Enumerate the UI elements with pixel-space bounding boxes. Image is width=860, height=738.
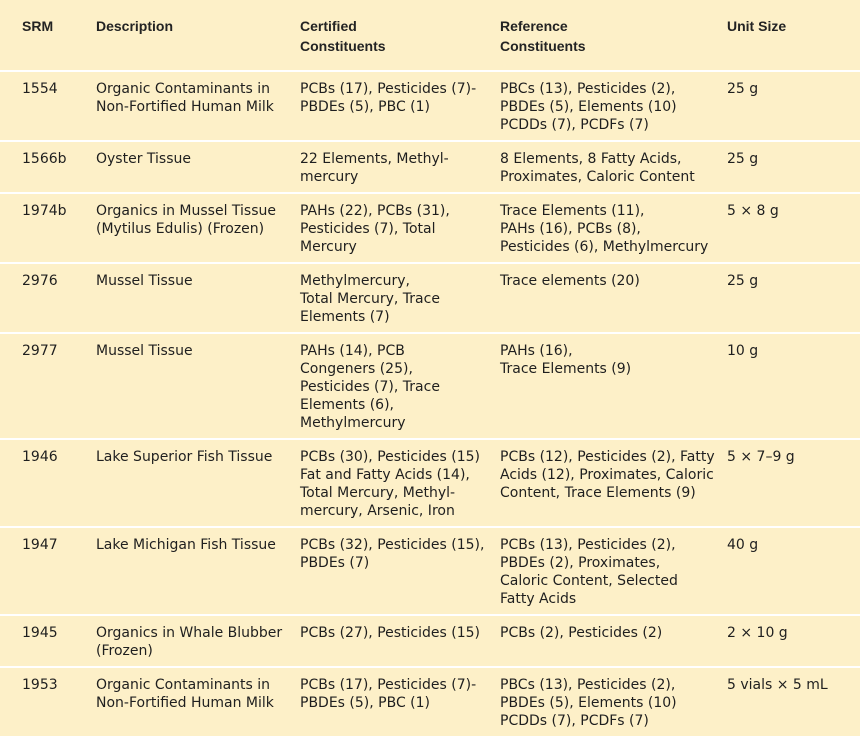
cell-description-line: (Mytilus Edulis) (Frozen) xyxy=(96,221,265,237)
header-reference xyxy=(500,0,727,71)
table-row xyxy=(0,263,860,333)
cell-certified xyxy=(300,333,500,439)
cell-unit-size xyxy=(727,333,860,439)
table-row xyxy=(0,141,860,193)
cell-srm-text: 2976 xyxy=(22,273,58,289)
cell-reference-line: Acids (12), Proximates, Caloric xyxy=(500,467,714,483)
cell-srm xyxy=(0,667,96,737)
cell-reference-line: PBDEs (2), Proximates, xyxy=(500,555,661,571)
cell-reference-line: PAHs (16), xyxy=(500,343,573,359)
cell-unit-size-text: 40 g xyxy=(727,537,759,553)
cell-description-line: Non-Fortified Human Milk xyxy=(96,99,274,115)
header-srm xyxy=(0,0,96,71)
cell-certified-line: Pesticides (7), Total xyxy=(300,221,436,237)
header-certified-line1: Certified xyxy=(300,18,357,34)
header-description xyxy=(96,0,300,71)
cell-certified-line: PAHs (14), PCB xyxy=(300,343,405,359)
cell-reference-line: PCBs (12), Pesticides (2), Fatty xyxy=(500,449,715,465)
cell-description-line: Lake Michigan Fish Tissue xyxy=(96,537,276,553)
table-row xyxy=(0,527,860,615)
cell-reference-line: PBCs (13), Pesticides (2), xyxy=(500,677,676,693)
cell-description xyxy=(96,615,300,667)
cell-reference-line: 8 Elements, 8 Fatty Acids, xyxy=(500,151,682,167)
header-description-label: Description xyxy=(96,18,174,34)
cell-srm-text: 1953 xyxy=(22,677,58,693)
cell-unit-size-text: 5 × 7–9 g xyxy=(727,449,795,465)
cell-certified-line: Total Mercury, Trace xyxy=(300,291,440,307)
table-header xyxy=(0,0,860,71)
cell-reference xyxy=(500,439,727,527)
cell-certified xyxy=(300,667,500,737)
cell-reference-line: PCDDs (7), PCDFs (7) xyxy=(500,117,649,133)
cell-certified-line: PBDEs (5), PBC (1) xyxy=(300,99,431,115)
cell-srm xyxy=(0,141,96,193)
cell-srm-text: 1554 xyxy=(22,81,58,97)
cell-reference-line: PBDEs (5), Elements (10) xyxy=(500,695,677,711)
cell-unit-size-text: 25 g xyxy=(727,273,759,289)
cell-unit-size-text: 5 vials × 5 mL xyxy=(727,677,828,693)
cell-certified-line: PAHs (22), PCBs (31), xyxy=(300,203,450,219)
table-row xyxy=(0,439,860,527)
header-row xyxy=(0,0,860,71)
cell-certified-line: PBDEs (5), PBC (1) xyxy=(300,695,431,711)
cell-reference-line: Caloric Content, Selected xyxy=(500,573,678,589)
cell-description-line: Mussel Tissue xyxy=(96,343,193,359)
cell-srm xyxy=(0,439,96,527)
cell-unit-size xyxy=(727,193,860,263)
cell-reference-line: PCDDs (7), PCDFs (7) xyxy=(500,713,649,729)
cell-certified xyxy=(300,615,500,667)
cell-unit-size-text: 2 × 10 g xyxy=(727,625,788,641)
cell-srm xyxy=(0,71,96,141)
table-row xyxy=(0,615,860,667)
cell-certified-line: mercury xyxy=(300,169,359,185)
cell-description-line: Organics in Whale Blubber xyxy=(96,625,283,641)
table-row xyxy=(0,193,860,263)
cell-reference xyxy=(500,141,727,193)
cell-srm xyxy=(0,527,96,615)
cell-description-line: Lake Superior Fish Tissue xyxy=(96,449,273,465)
cell-reference-line: Pesticides (6), Methylmercury xyxy=(500,239,709,255)
cell-reference-line: PAHs (16), PCBs (8), xyxy=(500,221,641,237)
cell-description xyxy=(96,263,300,333)
cell-certified xyxy=(300,71,500,141)
header-certified-line2: Constituents xyxy=(300,38,386,54)
cell-certified-line: Fat and Fatty Acids (14), xyxy=(300,467,470,483)
cell-certified-line: Pesticides (7), Trace xyxy=(300,379,440,395)
cell-unit-size-text: 5 × 8 g xyxy=(727,203,779,219)
cell-reference-line: PBDEs (5), Elements (10) xyxy=(500,99,677,115)
cell-description xyxy=(96,141,300,193)
cell-srm-text: 1974b xyxy=(22,203,67,219)
cell-certified-line: PCBs (17), Pesticides (7)- xyxy=(300,81,477,97)
cell-reference-line: Proximates, Caloric Content xyxy=(500,169,695,185)
cell-certified-line: PCBs (27), Pesticides (15) xyxy=(300,625,481,641)
cell-certified-line: Congeners (25), xyxy=(300,361,413,377)
cell-description-line: Organic Contaminants in xyxy=(96,81,271,97)
cell-certified xyxy=(300,141,500,193)
cell-certified-line: PCBs (30), Pesticides (15) xyxy=(300,449,481,465)
cell-unit-size xyxy=(727,667,860,737)
cell-reference xyxy=(500,263,727,333)
cell-srm xyxy=(0,615,96,667)
cell-description xyxy=(96,527,300,615)
cell-reference xyxy=(500,615,727,667)
cell-unit-size-text: 25 g xyxy=(727,151,759,167)
cell-reference xyxy=(500,71,727,141)
cell-srm xyxy=(0,333,96,439)
table-row xyxy=(0,71,860,141)
cell-certified-line: PBDEs (7) xyxy=(300,555,370,571)
cell-srm-text: 1947 xyxy=(22,537,58,553)
cell-description-line: Oyster Tissue xyxy=(96,151,191,167)
table-row xyxy=(0,667,860,737)
cell-reference xyxy=(500,193,727,263)
cell-certified xyxy=(300,263,500,333)
cell-reference-line: Trace Elements (11), xyxy=(500,203,645,219)
cell-certified xyxy=(300,527,500,615)
cell-description xyxy=(96,333,300,439)
cell-unit-size xyxy=(727,439,860,527)
cell-srm xyxy=(0,263,96,333)
cell-reference-line: PCBs (13), Pesticides (2), xyxy=(500,537,676,553)
cell-srm-text: 1945 xyxy=(22,625,58,641)
cell-reference-line: Fatty Acids xyxy=(500,591,577,607)
cell-unit-size-text: 10 g xyxy=(727,343,759,359)
cell-reference-line: Trace elements (20) xyxy=(500,273,640,289)
header-reference-line1: Reference xyxy=(500,18,568,34)
cell-certified-line: Mercury xyxy=(300,239,357,255)
header-unit-size xyxy=(727,0,860,71)
cell-reference-line: Content, Trace Elements (9) xyxy=(500,485,696,501)
cell-certified-line: Methylmercury xyxy=(300,415,406,431)
header-srm-label: SRM xyxy=(22,18,54,34)
cell-description-line: Organics in Mussel Tissue xyxy=(96,203,276,219)
cell-reference xyxy=(500,667,727,737)
table-row xyxy=(0,333,860,439)
cell-srm-text: 2977 xyxy=(22,343,58,359)
cell-certified-line: Methylmercury, xyxy=(300,273,410,289)
cell-certified-line: Elements (7) xyxy=(300,309,390,325)
cell-unit-size xyxy=(727,71,860,141)
cell-srm xyxy=(0,193,96,263)
cell-unit-size xyxy=(727,263,860,333)
cell-certified-line: Elements (6), xyxy=(300,397,394,413)
cell-certified xyxy=(300,439,500,527)
cell-unit-size-text: 25 g xyxy=(727,81,759,97)
header-certified xyxy=(300,0,500,71)
cell-certified xyxy=(300,193,500,263)
cell-description-line: Non-Fortified Human Milk xyxy=(96,695,274,711)
table-body xyxy=(0,71,860,737)
cell-description-line: Mussel Tissue xyxy=(96,273,193,289)
cell-reference-line: PBCs (13), Pesticides (2), xyxy=(500,81,676,97)
cell-description xyxy=(96,439,300,527)
cell-unit-size xyxy=(727,527,860,615)
cell-unit-size xyxy=(727,615,860,667)
cell-reference-line: PCBs (2), Pesticides (2) xyxy=(500,625,663,641)
cell-reference-line: Trace Elements (9) xyxy=(500,361,632,377)
cell-srm-text: 1946 xyxy=(22,449,58,465)
cell-certified-line: Total Mercury, Methyl- xyxy=(300,485,456,501)
cell-certified-line: mercury, Arsenic, Iron xyxy=(300,503,455,519)
cell-reference xyxy=(500,333,727,439)
header-unit-size-label: Unit Size xyxy=(727,18,787,34)
cell-certified-line: PCBs (17), Pesticides (7)- xyxy=(300,677,477,693)
cell-description-line: (Frozen) xyxy=(96,643,153,659)
cell-description-line: Organic Contaminants in xyxy=(96,677,271,693)
cell-description xyxy=(96,71,300,141)
cell-srm-text: 1566b xyxy=(22,151,67,167)
cell-certified-line: 22 Elements, Methyl- xyxy=(300,151,449,167)
cell-certified-line: PCBs (32), Pesticides (15), xyxy=(300,537,485,553)
cell-description xyxy=(96,667,300,737)
cell-description xyxy=(96,193,300,263)
cell-reference xyxy=(500,527,727,615)
cell-unit-size xyxy=(727,141,860,193)
header-reference-line2: Constituents xyxy=(500,38,586,54)
